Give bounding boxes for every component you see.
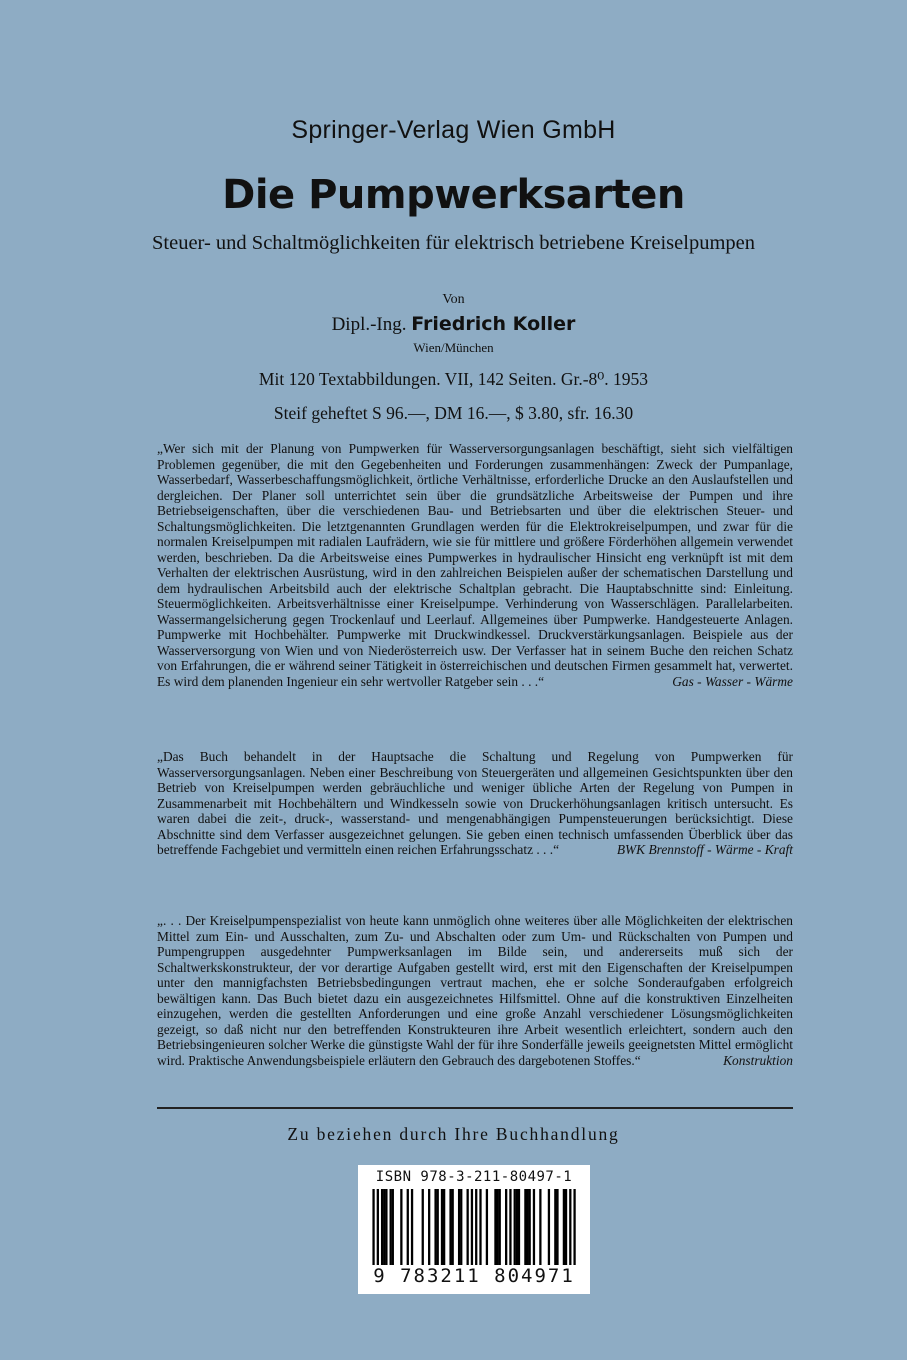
barcode-bar	[533, 1189, 535, 1265]
review-source: BWK Brennstoff - Wärme - Kraft	[616, 842, 793, 857]
review-source: Konstruktion	[723, 1052, 793, 1068]
author-prefix: Dipl.-Ing.	[331, 314, 407, 335]
barcode-bar	[390, 1189, 392, 1265]
barcode-bar	[467, 1189, 469, 1265]
barcode-bar	[563, 1189, 565, 1265]
author-location: Wien/München	[413, 340, 494, 355]
barcode-bar	[377, 1189, 379, 1265]
barcode-bar	[441, 1189, 443, 1265]
barcode-bar	[554, 1189, 556, 1265]
by-label: Von	[442, 292, 465, 307]
barcode-bar	[460, 1189, 462, 1265]
barcode-bar	[479, 1189, 481, 1265]
review-2	[157, 749, 793, 858]
barcode-bar	[475, 1189, 477, 1265]
barcode-bar	[400, 1189, 402, 1265]
isbn-text: ISBN 978-3-211-80497-1	[375, 1169, 573, 1185]
barcode-bar	[514, 1189, 516, 1265]
barcode-bar	[458, 1189, 460, 1265]
barcode-bar	[548, 1189, 550, 1265]
book-price: Steif geheftet S 96.—, DM 16.—, $ 3.80, sfr. 16.30	[273, 403, 634, 423]
review-text: „. . . Der Kreiselpumpenspezialist von heute kann unmöglich ohne weiteres über alle Möglichkeiten der elektrischen Mittel zum Ein- und Ausschalten, zum Zu- und Abschalten oder zum Um- und Rückschalten von Pumpen und Pumpengruppen ausgedehnter Pumpwerksanlagen im Bilde sein, und andererseits muß sich der Schaltwerkskonstrukteur, der vor derartige Aufgaben gestellt wird, erst mit den Eigenschaften der Kreiselpumpen unter den mannigfachsten Betriebsbedingungen vertraut machen, ehe er solche Sonderaufgaben erfolgreich bewältigen kann. Das Buch bietet dazu ein ausgezeichnetes Hilfsmittel. Ohne auf die konstruktiven Einzelheiten einzugehen, werden die gestellten Anforderungen und eine große Anzahl verschiedener Lösungsmöglichkeiten gezeigt, so daß nicht nur den betreffenden Konstrukteuren ihre Arbeit wesentlich erleichtert, sondern auch den Betriebsingenieuren solcher Werke die günstigste Wahl der für ihre Sonderfälle jeweils geeignetsten Mittel ermöglicht wird. Praktische Anwendungsbeispiele erläutern den Gebrauch des dargebotenen Stoffes.“	[157, 913, 793, 1068]
review-text: „Das Buch behandelt in der Hauptsache die Schaltung und Regelung von Pumpwerken für Wasserversorgungsanlagen. Neben einer Beschreibung von Steuergeräten und allgemeinen Gesichtspunkten über den Betrieb von Kreiselpumpen werden gebräuchliche und weniger übliche Arten der Regelung von Pumpen in Zusammenarbeit mit Hochbehältern und Windkesseln sowie von Druckerhöhungsanlagen kritisch untersucht. Es waren dabei die zeit-, druck-, wasserstand- und mengenabhängigen Pumpensteuerungen berücksichtigt. Diese Abschnitte sind dem Verfasser ausgezeichnet gelungen. Sie geben einen technisch umfassenden Überblick über das betreffende Fachgebiet und vermitteln einen reichen Erfahrungsschatz . . .“	[157, 749, 793, 857]
barcode-bar	[529, 1189, 531, 1265]
barcode-bar	[565, 1189, 567, 1265]
barcode-bar	[526, 1189, 528, 1265]
isbn-barcode	[358, 1165, 590, 1294]
barcode-bar	[516, 1189, 518, 1265]
barcode-bar	[411, 1189, 413, 1265]
author-name: Friedrich Koller	[411, 313, 576, 335]
barcode-bar	[407, 1189, 409, 1265]
barcode-bar	[499, 1189, 501, 1265]
barcode-bar	[452, 1189, 454, 1265]
barcode-bar	[383, 1189, 385, 1265]
barcode-bar	[573, 1189, 575, 1265]
order-note: Zu beziehen durch Ihre Buchhandlung	[287, 1124, 620, 1144]
barcode-bar	[496, 1189, 498, 1265]
barcode-bar	[385, 1189, 387, 1265]
barcode-bar	[428, 1189, 430, 1265]
book-title: Die Pumpwerksarten	[222, 172, 685, 218]
review-1	[157, 441, 793, 689]
ean-digits: 9 783211 804971	[373, 1265, 575, 1287]
barcode-bar	[434, 1189, 436, 1265]
barcode-bar	[392, 1189, 394, 1265]
barcode-bar	[509, 1189, 511, 1265]
barcode-bar	[372, 1189, 374, 1265]
publisher-name: Springer-Verlag Wien GmbH	[291, 116, 616, 144]
barcode-bar	[569, 1189, 571, 1265]
barcode-bar	[449, 1189, 451, 1265]
barcode-bar	[381, 1189, 383, 1265]
barcode-bar	[505, 1189, 507, 1265]
divider-rule	[157, 1107, 793, 1109]
review-3	[157, 913, 793, 1068]
book-subtitle: Steuer- und Schaltmöglichkeiten für elektrisch betriebene Kreiselpumpen	[152, 232, 755, 254]
barcode-bar	[518, 1189, 520, 1265]
barcode-bar	[486, 1189, 488, 1265]
book-details: Mit 120 Textabbildungen. VII, 142 Seiten. Gr.-8⁰. 1953	[258, 369, 649, 389]
review-source: Gas - Wasser - Wärme	[672, 673, 793, 689]
barcode-bar	[437, 1189, 439, 1265]
review-text: „Wer sich mit der Planung von Pumpwerken für Wasserversorgungsanlagen beschäftigt, sieht sich vielfältigen Problemen gegenüber, die mit den Gegebenheiten und Forderungen zusammenhängen: Zweck der Pumpanlage, Wasserbedarf, Wasserbeschaffungsmöglichkeit, örtliche Verhältnisse, erforderliche Drucke an den Auslaufstellen und dergleichen. Der Planer soll unterrichtet sein über die grundsätzliche Arbeitsweise der Pumpen und ihre Betriebseigenschaften, über die verschiedenen Bau- und Betriebsarten und über die elektrischen Steuer- und Schaltungsmöglichkeiten. Die letztgenannten Grundlagen werden für die Elektrokreiselpumpen, und zwar für die normalen Kreiselpumpen mit radialen Laufrädern, wie sie für mittlere und größere Förderhöhen allgemein verwendet werden, beschrieben. Da die Arbeitsweise eines Pumpwerkes in hydraulischer Hinsicht eng verknüpft ist mit dem Verhalten der elektrischen Ausrüstung, wird in den zahlreichen Beispielen außer der schematischen Darstellung und dem hydraulischen Arbeitsbild auch der elektrische Schaltplan gebracht. Die Hauptabschnitte sind: Einleitung. Steuermöglichkeiten. Arbeitsverhältnisse einer Kreiselpumpe. Verhinderung von Wasserschlägen. Parallelarbeiten. Wassermangelsicherung gegen Trockenlauf und Leerlauf. Allgemeines über Pumpwerke. Handgesteuerte Anlagen. Pumpwerke mit Hochbehälter. Pumpwerke mit Druckwindkessel. Druckverstärkungsanlagen. Beispiele aus der Wasserversorgung von Wien und von Niederösterreich usw. Der Verfasser hat in seinem Buche den reichen Schatz von Erfahrungen, die er während seiner Tätigkeit in österreichischen und deutschen Firmen gesammelt hat, verwertet. Es wird dem planenden Ingenieur ein sehr wertvoller Ratgeber sein . . .“	[157, 441, 793, 689]
barcode-bar	[494, 1189, 496, 1265]
barcode-bar	[524, 1189, 526, 1265]
author-line	[0, 313, 907, 336]
barcode-bars	[366, 1189, 582, 1265]
barcode-bar	[539, 1189, 541, 1265]
barcode-bar	[556, 1189, 558, 1265]
barcode-bar	[443, 1189, 445, 1265]
barcode-bar	[422, 1189, 424, 1265]
barcode-bar	[471, 1189, 473, 1265]
